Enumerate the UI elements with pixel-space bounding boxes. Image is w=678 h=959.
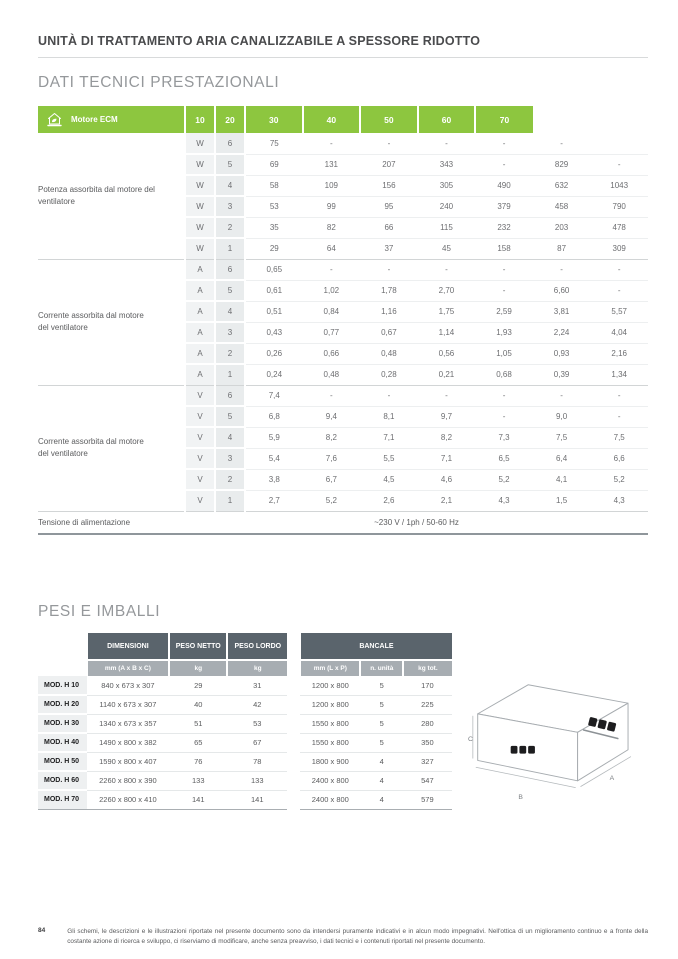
value-cell: - — [303, 259, 361, 280]
value-cell: 6,60 — [533, 280, 591, 301]
page-footer — [38, 927, 648, 947]
perf-group — [38, 259, 648, 385]
value-cell: 156 — [360, 175, 418, 196]
value-cell: 7,5 — [590, 427, 648, 448]
weights-row — [38, 752, 287, 771]
pallet-units-cell: 4 — [360, 771, 403, 790]
weights-column-header: PESO LORDO — [227, 633, 287, 660]
unit-cell: A — [185, 343, 215, 364]
value-cell: 9,7 — [418, 406, 476, 427]
speed-cell: 3 — [215, 322, 245, 343]
weights-header-row — [38, 633, 287, 660]
value-cell — [590, 133, 648, 154]
value-cell: 1,34 — [590, 364, 648, 385]
value-cell: 9,0 — [533, 406, 591, 427]
value-cell: 0,39 — [533, 364, 591, 385]
value-cell: 790 — [590, 196, 648, 217]
value-cell: 5,2 — [590, 469, 648, 490]
value-cell: 1,75 — [418, 301, 476, 322]
value-cell: - — [590, 154, 648, 175]
value-cell: 158 — [475, 238, 533, 259]
net-weight-cell: 76 — [169, 752, 227, 771]
value-cell: 2,7 — [245, 490, 303, 511]
value-cell: 8,2 — [418, 427, 476, 448]
speed-cell: 3 — [215, 448, 245, 469]
unit-cell: V — [185, 469, 215, 490]
pallet-size-cell: 1550 x 800 — [300, 714, 360, 733]
speed-cell: 2 — [215, 217, 245, 238]
net-weight-cell: 40 — [169, 695, 227, 714]
value-cell: 7,6 — [303, 448, 361, 469]
value-cell: 7,1 — [418, 448, 476, 469]
pallet-size-cell: 2400 x 800 — [300, 771, 360, 790]
pallet-units-cell: 5 — [360, 714, 403, 733]
value-cell: 87 — [533, 238, 591, 259]
weights-unit-header: kg — [227, 660, 287, 676]
unit-cell: V — [185, 385, 215, 406]
value-cell: - — [360, 385, 418, 406]
perf-group — [38, 385, 648, 511]
motor-type-header — [38, 106, 185, 133]
dimensions-weights-table — [38, 633, 287, 810]
value-cell: 829 — [533, 154, 591, 175]
value-cell: 64 — [303, 238, 361, 259]
value-cell: 2,70 — [418, 280, 476, 301]
pallet-title-header: BANCALE — [300, 633, 451, 660]
group-label: Corrente assorbita dal motore del ventilatore — [38, 259, 185, 385]
pallet-row — [300, 714, 451, 733]
value-cell: - — [418, 385, 476, 406]
disclaimer-text: Gli schemi, le descrizioni e le illustrazioni riportate nel presente documento sono da intendersi puramente indicativi e in alcun modo impegnativi. Nell'ottica di un miglioramento continuo e a fronte della costante azione di ricerca e sviluppo, ci riserviamo di modificare, anche senza preavviso, i dati tecnici e i contenuti riportati nel presente documento. — [67, 928, 648, 946]
value-cell: 4,1 — [533, 469, 591, 490]
value-cell: 6,5 — [475, 448, 533, 469]
value-cell: 0,61 — [245, 280, 303, 301]
pallet-row — [300, 771, 451, 790]
value-cell: 379 — [475, 196, 533, 217]
model-column-header: 30 — [245, 106, 303, 133]
value-cell: - — [533, 385, 591, 406]
weights-row — [38, 790, 287, 809]
value-cell: 478 — [590, 217, 648, 238]
eco-house-leaf-icon — [46, 112, 63, 127]
value-cell: 4,04 — [590, 322, 648, 343]
value-cell: - — [475, 406, 533, 427]
value-cell: 6,4 — [533, 448, 591, 469]
unit-cell: V — [185, 490, 215, 511]
weights-row — [38, 714, 287, 733]
value-cell: 53 — [245, 196, 303, 217]
pallet-size-cell: 1200 x 800 — [300, 676, 360, 695]
value-cell: 3,81 — [533, 301, 591, 322]
dimensions-cell: 840 x 673 x 307 — [87, 676, 170, 695]
unit-cell: W — [185, 133, 215, 154]
value-cell: 203 — [533, 217, 591, 238]
value-cell: 2,1 — [418, 490, 476, 511]
unit-cell: A — [185, 322, 215, 343]
page-number: 84 — [38, 927, 46, 935]
value-cell: - — [303, 133, 361, 154]
value-cell: 8,2 — [303, 427, 361, 448]
gross-weight-cell: 31 — [227, 676, 287, 695]
value-cell: 69 — [245, 154, 303, 175]
pallet-size-cell: 2400 x 800 — [300, 790, 360, 809]
dimensions-cell: 1340 x 673 x 357 — [87, 714, 170, 733]
pallet-row — [300, 752, 451, 771]
gross-weight-cell: 78 — [227, 752, 287, 771]
weights-unit-header: kg — [169, 660, 227, 676]
pallet-row — [300, 676, 451, 695]
value-cell: 0,43 — [245, 322, 303, 343]
pallet-total-kg-cell: 547 — [403, 771, 451, 790]
value-cell: 37 — [360, 238, 418, 259]
pallet-total-kg-cell: 170 — [403, 676, 451, 695]
value-cell: 2,16 — [590, 343, 648, 364]
unit-cell: V — [185, 448, 215, 469]
value-cell: - — [533, 259, 591, 280]
motor-type-label: Motore ECM — [71, 115, 118, 124]
unit-cell: W — [185, 196, 215, 217]
value-cell: 131 — [303, 154, 361, 175]
value-cell: 7,3 — [475, 427, 533, 448]
value-cell: 0,68 — [475, 364, 533, 385]
unit-cell: A — [185, 280, 215, 301]
weights-row — [38, 733, 287, 752]
value-cell: 66 — [360, 217, 418, 238]
perf-header-row — [38, 106, 648, 133]
value-cell: 7,5 — [533, 427, 591, 448]
value-cell: 0,67 — [360, 322, 418, 343]
gross-weight-cell: 42 — [227, 695, 287, 714]
net-weight-cell: 29 — [169, 676, 227, 695]
pallet-row — [300, 695, 451, 714]
value-cell: 5,5 — [360, 448, 418, 469]
value-cell: - — [475, 259, 533, 280]
model-label: MOD. H 20 — [38, 695, 87, 714]
pallet-units-cell: 5 — [360, 676, 403, 695]
dimensions-cell: 2260 x 800 x 390 — [87, 771, 170, 790]
value-cell: - — [475, 133, 533, 154]
value-cell: 490 — [475, 175, 533, 196]
value-cell: 1,16 — [360, 301, 418, 322]
value-cell: 4,6 — [418, 469, 476, 490]
value-cell: - — [360, 259, 418, 280]
value-cell: 6,6 — [590, 448, 648, 469]
value-cell: - — [475, 385, 533, 406]
net-weight-cell: 65 — [169, 733, 227, 752]
section-heading-pesi-imballi: PESI E IMBALLI — [38, 603, 161, 620]
section-heading-dati-tecnici: DATI TECNICI PRESTAZIONALI — [38, 74, 280, 91]
value-cell: 5,9 — [245, 427, 303, 448]
gross-weight-cell: 141 — [227, 790, 287, 809]
pallet-total-kg-cell: 579 — [403, 790, 451, 809]
value-cell: 8,1 — [360, 406, 418, 427]
value-cell: 0,28 — [360, 364, 418, 385]
model-column-header: 10 — [185, 106, 215, 133]
value-cell: 99 — [303, 196, 361, 217]
value-cell: 240 — [418, 196, 476, 217]
model-label: MOD. H 30 — [38, 714, 87, 733]
pallet-units-cell: 5 — [360, 695, 403, 714]
unit-cell: W — [185, 238, 215, 259]
value-cell: 0,48 — [360, 343, 418, 364]
speed-cell: 2 — [215, 343, 245, 364]
value-cell: 6,8 — [245, 406, 303, 427]
model-label: MOD. H 10 — [38, 676, 87, 695]
weights-units-row — [38, 660, 287, 676]
dimensions-cell: 1140 x 673 x 307 — [87, 695, 170, 714]
value-cell: 0,65 — [245, 259, 303, 280]
pallet-total-kg-cell: 280 — [403, 714, 451, 733]
value-cell: - — [590, 406, 648, 427]
unit-cell: W — [185, 217, 215, 238]
value-cell: 95 — [360, 196, 418, 217]
value-cell: 7,4 — [245, 385, 303, 406]
value-cell: - — [475, 154, 533, 175]
speed-cell: 5 — [215, 406, 245, 427]
value-cell: 1,93 — [475, 322, 533, 343]
value-cell: 207 — [360, 154, 418, 175]
value-cell: 109 — [303, 175, 361, 196]
perf-group — [38, 133, 648, 259]
value-cell: 4,3 — [475, 490, 533, 511]
performance-table — [38, 106, 648, 535]
net-weight-cell: 51 — [169, 714, 227, 733]
pallet-size-cell: 1550 x 800 — [300, 733, 360, 752]
value-cell: 0,93 — [533, 343, 591, 364]
value-cell: 232 — [475, 217, 533, 238]
net-weight-cell: 141 — [169, 790, 227, 809]
pallet-units-cell: 4 — [360, 790, 403, 809]
unit-cell: A — [185, 364, 215, 385]
pallet-unit-header: mm (L x P) — [300, 660, 360, 676]
value-cell: 1,05 — [475, 343, 533, 364]
value-cell: 3,8 — [245, 469, 303, 490]
box-label-height: C — [467, 736, 473, 744]
speed-cell: 4 — [215, 427, 245, 448]
value-cell: - — [590, 385, 648, 406]
dimensions-cell: 1490 x 800 x 382 — [87, 733, 170, 752]
value-cell: 0,21 — [418, 364, 476, 385]
model-label: MOD. H 50 — [38, 752, 87, 771]
value-cell: 0,51 — [245, 301, 303, 322]
speed-cell: 1 — [215, 238, 245, 259]
power-supply-label: Tensione di alimentazione — [38, 511, 185, 534]
power-supply-row — [38, 511, 648, 534]
pallet-units-cell: 5 — [360, 733, 403, 752]
perf-row — [38, 259, 648, 280]
value-cell: 29 — [245, 238, 303, 259]
title-divider — [38, 57, 648, 58]
weights-column-header: PESO NETTO — [169, 633, 227, 660]
speed-cell: 3 — [215, 196, 245, 217]
pallet-size-cell: 1800 x 900 — [300, 752, 360, 771]
value-cell: 0,26 — [245, 343, 303, 364]
unit-cell: A — [185, 301, 215, 322]
model-column-header: 60 — [418, 106, 476, 133]
unit-cell: W — [185, 175, 215, 196]
value-cell: 2,24 — [533, 322, 591, 343]
speed-cell: 6 — [215, 133, 245, 154]
value-cell: 2,6 — [360, 490, 418, 511]
pallet-size-cell: 1200 x 800 — [300, 695, 360, 714]
gross-weight-cell: 53 — [227, 714, 287, 733]
speed-cell: 1 — [215, 490, 245, 511]
page-title: UNITÀ DI TRATTAMENTO ARIA CANALIZZABILE A SPESSORE RIDOTTO — [38, 34, 481, 48]
speed-cell: 1 — [215, 364, 245, 385]
pallet-units-row — [300, 660, 451, 676]
value-cell: 82 — [303, 217, 361, 238]
value-cell: 1,14 — [418, 322, 476, 343]
model-column-header: 40 — [303, 106, 361, 133]
packaging-box-illustration — [468, 675, 648, 809]
value-cell: 4,3 — [590, 490, 648, 511]
value-cell: 0,84 — [303, 301, 361, 322]
net-weight-cell: 133 — [169, 771, 227, 790]
model-column-header: 20 — [215, 106, 245, 133]
box-label-width: B — [518, 794, 523, 802]
box-label-length: A — [609, 774, 614, 782]
gross-weight-cell: 67 — [227, 733, 287, 752]
unit-cell: V — [185, 427, 215, 448]
value-cell: 5,4 — [245, 448, 303, 469]
value-cell: - — [475, 280, 533, 301]
value-cell: 0,56 — [418, 343, 476, 364]
value-cell: 1,02 — [303, 280, 361, 301]
brand-logo-mark-front — [510, 746, 534, 754]
value-cell: 0,77 — [303, 322, 361, 343]
value-cell: 5,2 — [475, 469, 533, 490]
value-cell: - — [418, 133, 476, 154]
value-cell: 0,24 — [245, 364, 303, 385]
value-cell: 0,66 — [303, 343, 361, 364]
value-cell: - — [418, 259, 476, 280]
model-column-header: 70 — [475, 106, 533, 133]
model-label: MOD. H 70 — [38, 790, 87, 809]
value-cell: 5,57 — [590, 301, 648, 322]
value-cell: - — [533, 133, 591, 154]
pallet-header-row — [300, 633, 451, 660]
pallet-unit-header: n. unità — [360, 660, 403, 676]
pallet-total-kg-cell: 225 — [403, 695, 451, 714]
unit-cell: A — [185, 259, 215, 280]
value-cell: 458 — [533, 196, 591, 217]
value-cell: - — [590, 280, 648, 301]
value-cell: 1,5 — [533, 490, 591, 511]
value-cell: 9,4 — [303, 406, 361, 427]
value-cell: 35 — [245, 217, 303, 238]
speed-cell: 2 — [215, 469, 245, 490]
value-cell: 4,5 — [360, 469, 418, 490]
pallet-row — [300, 790, 451, 809]
value-cell: 1043 — [590, 175, 648, 196]
pallet-total-kg-cell: 350 — [403, 733, 451, 752]
speed-cell: 6 — [215, 385, 245, 406]
value-cell: - — [303, 385, 361, 406]
speed-cell: 4 — [215, 301, 245, 322]
value-cell: 115 — [418, 217, 476, 238]
gross-weight-cell: 133 — [227, 771, 287, 790]
value-cell: - — [590, 259, 648, 280]
value-cell: 1,78 — [360, 280, 418, 301]
pallet-table — [299, 633, 451, 810]
weights-row — [38, 771, 287, 790]
value-cell: 45 — [418, 238, 476, 259]
speed-cell: 4 — [215, 175, 245, 196]
value-cell: 6,7 — [303, 469, 361, 490]
weights-row — [38, 695, 287, 714]
model-column-header: 50 — [360, 106, 418, 133]
value-cell: 305 — [418, 175, 476, 196]
pallet-row — [300, 733, 451, 752]
value-cell: 7,1 — [360, 427, 418, 448]
power-supply-value: ~230 V / 1ph / 50-60 Hz — [185, 511, 648, 534]
model-label: MOD. H 40 — [38, 733, 87, 752]
perf-row — [38, 385, 648, 406]
value-cell: 58 — [245, 175, 303, 196]
value-cell: 343 — [418, 154, 476, 175]
pallet-units-cell: 4 — [360, 752, 403, 771]
weights-column-header: DIMENSIONI — [87, 633, 170, 660]
unit-cell: W — [185, 154, 215, 175]
group-label: Corrente assorbita dal motore del ventilatore — [38, 385, 185, 511]
weights-unit-header: mm (A x B x C) — [87, 660, 170, 676]
pallet-unit-header: kg tot. — [403, 660, 451, 676]
unit-cell: V — [185, 406, 215, 427]
weights-section — [38, 633, 648, 810]
pallet-total-kg-cell: 327 — [403, 752, 451, 771]
group-label: Potenza assorbita dal motore del ventilatore — [38, 133, 185, 259]
speed-cell: 5 — [215, 280, 245, 301]
value-cell: 2,59 — [475, 301, 533, 322]
value-cell: 632 — [533, 175, 591, 196]
model-label: MOD. H 60 — [38, 771, 87, 790]
value-cell: 0,48 — [303, 364, 361, 385]
value-cell: - — [360, 133, 418, 154]
value-cell: 309 — [590, 238, 648, 259]
value-cell: 5,2 — [303, 490, 361, 511]
perf-row — [38, 133, 648, 154]
dimensions-cell: 1590 x 800 x 407 — [87, 752, 170, 771]
value-cell: 75 — [245, 133, 303, 154]
speed-cell: 5 — [215, 154, 245, 175]
speed-cell: 6 — [215, 259, 245, 280]
dimensions-cell: 2260 x 800 x 410 — [87, 790, 170, 809]
weights-row — [38, 676, 287, 695]
